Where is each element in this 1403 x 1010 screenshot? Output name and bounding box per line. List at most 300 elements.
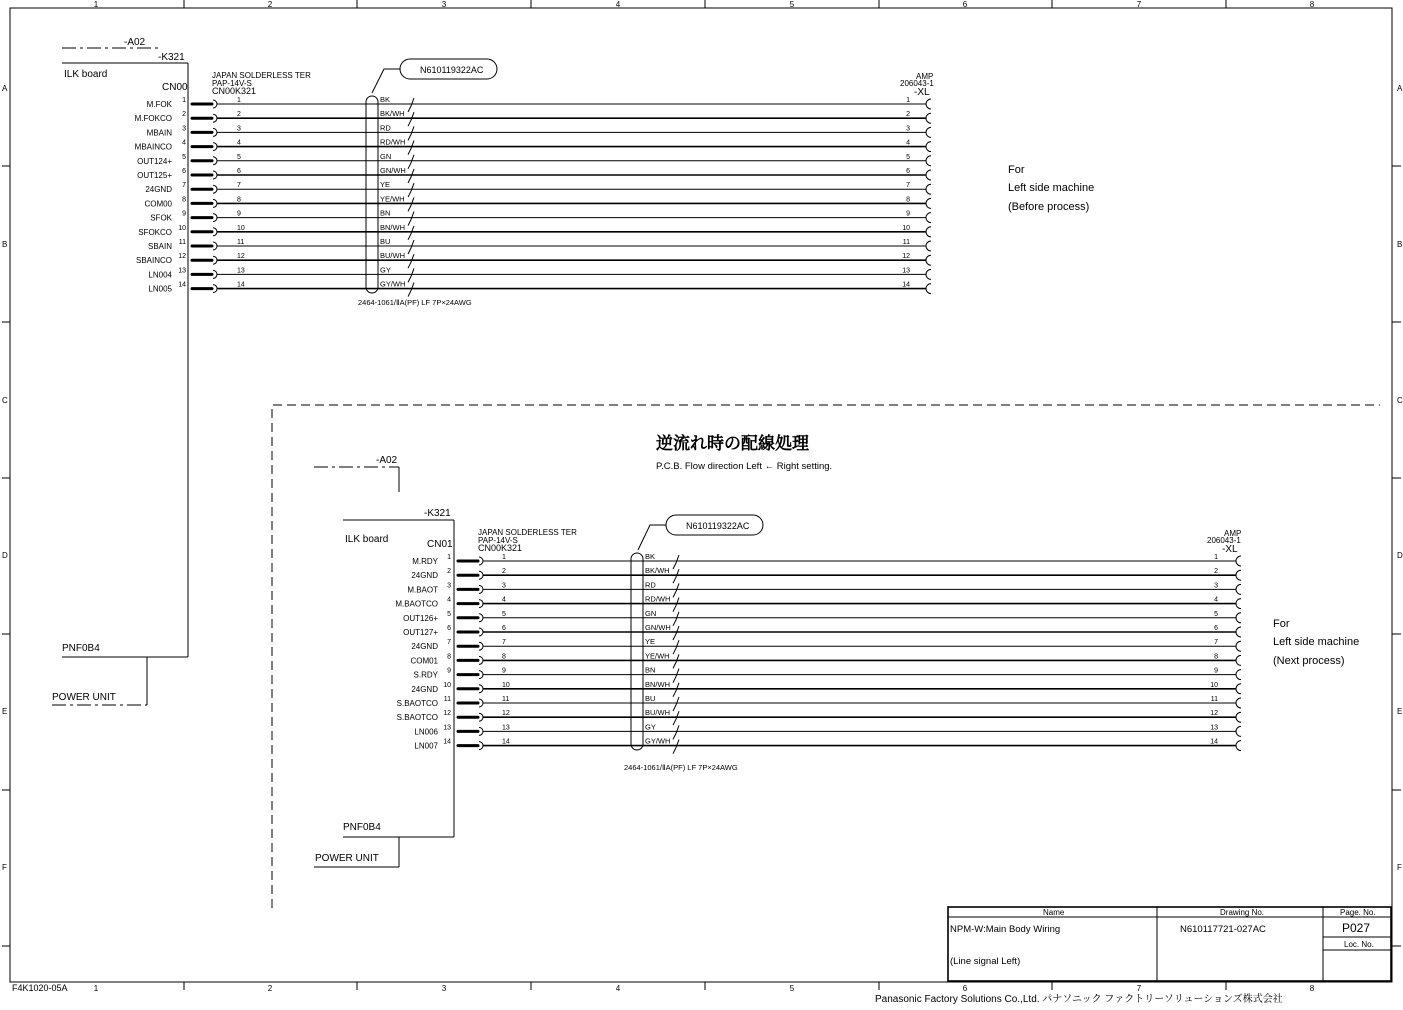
title-loc-header: Loc. No. <box>1344 940 1374 949</box>
top-wire-2 <box>135 109 931 126</box>
pin-number-amp: 11 <box>902 239 910 246</box>
bottom-cable-bundle <box>631 553 643 750</box>
top-note-line1: For <box>1008 164 1025 176</box>
top-a02-label: -A02 <box>124 37 146 48</box>
pin-number-conn: 13 <box>237 267 245 275</box>
pin-number-amp: 1 <box>1214 554 1218 561</box>
top-mfr-label: JAPAN SOLDERLESS TER <box>212 71 311 80</box>
top-cable-spec: 2464-1061/ⅡA(PF) LF 7P×24AWG <box>358 298 472 307</box>
socket-arc <box>213 199 217 207</box>
pin-number-conn: 3 <box>502 582 506 590</box>
wire-color-code: YE <box>380 180 391 190</box>
shield-tick <box>408 141 414 155</box>
bottom-note-line3: (Next process) <box>1273 655 1345 667</box>
title-name-line1: NPM-W:Main Body Wiring <box>950 924 1061 935</box>
socket-arc <box>213 157 217 165</box>
pin-label: SBAINCO <box>135 256 172 266</box>
pin-number-conn: 1 <box>502 554 506 561</box>
wire-color-code: BN <box>645 665 656 675</box>
pin-label: S.BAOTCO <box>396 713 438 723</box>
amp-socket <box>1236 712 1241 722</box>
pin-label: M.BAOTCO <box>395 599 438 609</box>
top-cable-bundle <box>366 96 378 293</box>
zone-row-left-C: C <box>2 396 8 405</box>
pin-number-conn: 9 <box>237 210 241 218</box>
pin-number-amp: 4 <box>906 139 910 147</box>
zone-col-top-6: 6 <box>962 0 968 9</box>
shield-tick <box>408 98 414 112</box>
wire-color-code: BU/WH <box>645 708 670 718</box>
zone-row-right-A: A <box>1397 84 1403 93</box>
pin-number-amp: 14 <box>902 281 910 289</box>
pin-number-amp: 8 <box>906 196 910 204</box>
amp-socket <box>926 241 931 251</box>
pin-number-board: 6 <box>447 625 451 632</box>
amp-socket <box>1236 570 1241 580</box>
pin-number-board: 3 <box>182 125 186 133</box>
zone-col-top-3: 3 <box>441 0 447 9</box>
zone-col-bottom-3: 3 <box>441 984 447 993</box>
pin-label: LN004 <box>148 270 172 280</box>
top-section <box>52 37 1094 705</box>
pin-label: LN006 <box>414 727 438 737</box>
wire-color-code: BN/WH <box>380 222 405 232</box>
pin-number-conn: 8 <box>237 196 241 204</box>
socket-arc <box>479 571 483 579</box>
pin-number-amp: 5 <box>1214 610 1218 618</box>
zone-col-bottom-1: 1 <box>93 984 99 993</box>
wire-color-code: GN/WH <box>380 166 406 175</box>
top-wire-3 <box>147 123 931 140</box>
pin-label: OUT126+ <box>403 613 438 623</box>
amp-socket <box>926 184 931 194</box>
zone-row-left-E: E <box>2 707 8 716</box>
bottom-wire-10 <box>411 680 1241 697</box>
pin-number-conn: 11 <box>502 696 510 703</box>
shield-tick <box>673 740 679 754</box>
wire-color-code: GN <box>380 151 392 161</box>
amp-socket <box>926 142 931 152</box>
amp-socket <box>1236 698 1241 708</box>
top-wire-8 <box>144 194 931 211</box>
wire-color-code: GY/WH <box>645 736 671 746</box>
shield-tick <box>408 268 414 282</box>
amp-socket <box>926 255 931 265</box>
pin-number-board: 2 <box>447 568 451 576</box>
top-board-label: ILK board <box>64 69 108 80</box>
socket-arc <box>479 642 483 650</box>
shield-tick <box>673 598 679 612</box>
wire-color-code: BN <box>380 208 391 218</box>
pin-number-amp: 6 <box>906 168 910 175</box>
socket-arc <box>213 100 217 108</box>
socket-arc <box>479 699 483 707</box>
amp-socket <box>926 198 931 208</box>
socket-arc <box>479 742 483 750</box>
socket-arc <box>479 628 483 636</box>
pin-number-amp: 10 <box>902 224 910 232</box>
bottom-wire-8 <box>410 651 1241 668</box>
top-cable-leader <box>372 69 400 93</box>
amp-socket <box>1236 613 1241 623</box>
bottom-wire-4 <box>395 595 1241 612</box>
title-block-border <box>948 907 1391 981</box>
top-wire-5 <box>137 152 931 169</box>
pin-number-conn: 12 <box>502 710 510 718</box>
bottom-a02-label: -A02 <box>376 455 398 466</box>
top-note-line2: Left side machine <box>1008 182 1095 194</box>
pin-number-board: 8 <box>447 653 451 661</box>
pin-number-board: 10 <box>178 224 186 232</box>
socket-arc <box>213 171 217 179</box>
pin-number-conn: 8 <box>502 653 506 661</box>
title-page-header: Page. No. <box>1340 908 1376 917</box>
shield-tick <box>408 183 414 197</box>
bottom-connector-label: CN01 <box>427 539 453 550</box>
pin-number-amp: 6 <box>1214 625 1218 632</box>
pin-label: SFOK <box>150 213 172 223</box>
top-wire-1 <box>147 95 931 112</box>
bottom-power-unit: POWER UNIT <box>315 853 379 864</box>
zone-row-right-C: C <box>1397 396 1403 405</box>
pin-number-amp: 3 <box>1214 582 1218 590</box>
socket-arc <box>479 585 483 593</box>
wire-color-code: RD/WH <box>380 137 406 147</box>
socket-arc <box>479 671 483 679</box>
bottom-amp-label: AMP <box>1224 529 1242 538</box>
bottom-amp-part: 206043-1 <box>1207 536 1241 545</box>
pin-number-conn: 12 <box>237 253 245 261</box>
pin-label: MBAIN <box>146 128 172 138</box>
pin-number-board: 5 <box>447 610 451 618</box>
zone-col-top-4: 4 <box>615 0 621 9</box>
bottom-wire-14 <box>414 737 1241 754</box>
pin-number-board: 13 <box>443 724 451 732</box>
wire-color-code: BK/WH <box>645 566 670 576</box>
top-wire-13 <box>148 265 931 282</box>
bottom-cable-leader <box>638 525 666 550</box>
pin-number-conn: 13 <box>502 724 510 732</box>
bottom-section <box>272 405 1380 908</box>
wire-color-code: BU/WH <box>380 251 405 261</box>
shield-tick <box>408 112 414 126</box>
company-footer: Panasonic Factory Solutions Co.,Ltd. パナソニック ファクトリーソリューションズ株式会社 <box>875 994 1283 1005</box>
pin-number-board: 4 <box>182 139 186 147</box>
bottom-cable-spec: 2464-1061/ⅡA(PF) LF 7P×24AWG <box>624 763 738 772</box>
shield-tick <box>408 283 414 297</box>
bottom-power-label: PNF0B4 <box>343 822 381 833</box>
pin-label: S.BAOTCO <box>396 699 438 708</box>
bottom-wire-13 <box>414 722 1241 739</box>
wire-color-code: GY <box>645 722 656 732</box>
pin-label: M.FOKCO <box>134 114 172 124</box>
pin-label: MBAINCO <box>134 142 172 152</box>
bottom-wire-11 <box>397 694 1241 711</box>
pin-number-conn: 3 <box>237 125 241 133</box>
amp-socket <box>926 284 931 294</box>
top-wire-harness <box>135 95 931 297</box>
top-power-label: PNF0B4 <box>62 643 100 654</box>
zone-row-left-A: A <box>2 84 8 93</box>
wire-color-code: BN/WH <box>645 679 670 689</box>
bottom-part-label: PAP-14V-S <box>478 536 518 545</box>
amp-socket <box>1236 584 1241 594</box>
amp-socket <box>1236 655 1241 665</box>
socket-arc <box>479 713 483 721</box>
pin-number-conn: 1 <box>237 97 241 104</box>
pin-number-conn: 4 <box>502 596 506 604</box>
socket-arc <box>213 270 217 278</box>
zone-col-top-2: 2 <box>267 0 273 9</box>
pin-number-board: 5 <box>182 153 186 161</box>
pin-number-board: 10 <box>443 681 451 689</box>
pin-number-amp: 13 <box>902 267 910 275</box>
zone-col-bottom-8: 8 <box>1309 984 1315 993</box>
frame-form-code: F4K1020-05A <box>12 983 68 993</box>
shield-tick <box>408 126 414 140</box>
socket-arc <box>213 256 217 264</box>
bottom-wire-5 <box>403 609 1241 626</box>
shield-tick <box>673 711 679 725</box>
shield-tick <box>673 612 679 626</box>
amp-socket <box>1236 556 1241 566</box>
top-wire-10 <box>138 223 931 240</box>
pin-number-conn: 7 <box>502 639 506 647</box>
wire-color-code: BK <box>645 552 656 561</box>
pin-label: M.BAOT <box>407 585 438 595</box>
top-wire-4 <box>135 138 931 155</box>
shield-tick <box>673 654 679 668</box>
zone-row-right-D: D <box>1397 551 1403 560</box>
top-wire-7 <box>145 180 931 197</box>
amp-socket <box>926 213 931 223</box>
wire-color-code: BK/WH <box>380 109 405 119</box>
zone-col-bottom-6: 6 <box>962 984 968 993</box>
shield-tick <box>673 669 679 683</box>
pin-label: S.RDY <box>413 670 438 680</box>
wire-color-code: RD/WH <box>645 594 671 604</box>
zone-row-right-F: F <box>1397 863 1402 872</box>
pin-number-board: 2 <box>182 111 186 119</box>
bottom-xl-label: -XL <box>1222 544 1238 555</box>
wire-color-code: GY/WH <box>380 279 406 289</box>
title-drawing-header: Drawing No. <box>1220 908 1265 917</box>
shield-tick <box>673 626 679 640</box>
socket-arc <box>479 557 483 565</box>
pin-number-board: 14 <box>178 281 186 289</box>
pin-number-conn: 7 <box>237 182 241 190</box>
pin-number-amp: 2 <box>1214 568 1218 576</box>
pin-number-amp: 9 <box>906 210 910 218</box>
shield-tick <box>408 212 414 226</box>
zone-row-right-B: B <box>1397 240 1403 249</box>
title-name-line2: (Line signal Left) <box>950 956 1021 967</box>
socket-arc <box>213 242 217 250</box>
zone-col-top-5: 5 <box>789 0 795 9</box>
pin-label: 24GND <box>145 185 172 195</box>
wire-color-code: BU <box>380 237 391 246</box>
pin-number-conn: 14 <box>502 738 510 746</box>
zone-col-bottom-5: 5 <box>789 984 795 993</box>
pin-label: COM01 <box>410 656 438 666</box>
top-amp-label: AMP <box>916 72 934 81</box>
socket-arc <box>213 128 217 136</box>
wire-color-code: YE <box>645 637 656 647</box>
pin-number-amp: 2 <box>906 111 910 119</box>
zone-row-left-B: B <box>2 240 8 249</box>
top-power-unit: POWER UNIT <box>52 692 116 703</box>
pin-label: OUT127+ <box>403 628 438 637</box>
top-wire-11 <box>148 237 931 254</box>
pin-number-board: 9 <box>182 210 186 218</box>
bottom-wire-harness <box>395 552 1241 754</box>
pin-label: OUT124+ <box>137 156 172 166</box>
bottom-wire-3 <box>407 580 1241 597</box>
wire-color-code: GY <box>380 265 391 275</box>
title-block <box>948 907 1391 981</box>
amp-socket <box>1236 670 1241 680</box>
wire-color-code: YE/WH <box>380 194 405 204</box>
top-wire-12 <box>136 251 931 268</box>
pin-number-conn: 4 <box>237 139 241 147</box>
pin-label: SFOKCO <box>138 227 172 237</box>
top-wire-6 <box>137 166 931 183</box>
socket-arc <box>479 600 483 608</box>
pin-number-amp: 11 <box>1210 696 1218 703</box>
pin-number-amp: 9 <box>1214 667 1218 675</box>
pin-label: M.FOK <box>146 100 172 109</box>
socket-arc <box>213 185 217 193</box>
drawing-frame <box>2 0 1403 993</box>
socket-arc <box>479 656 483 664</box>
pin-number-amp: 5 <box>906 153 910 161</box>
zone-row-right-E: E <box>1397 707 1403 716</box>
bottom-k321-label: -K321 <box>424 508 451 519</box>
wire-color-code: GN/WH <box>645 623 671 632</box>
bottom-wire-2 <box>411 566 1241 583</box>
bottom-cable-id: N610119322AC <box>686 521 750 531</box>
top-wire-9 <box>150 209 931 226</box>
pin-number-board: 4 <box>447 596 451 604</box>
wire-color-code: RD <box>380 123 391 133</box>
shield-tick <box>673 569 679 583</box>
socket-arc <box>479 614 483 622</box>
shield-tick <box>408 226 414 240</box>
pin-number-board: 12 <box>178 253 186 261</box>
pin-number-board: 6 <box>182 168 186 175</box>
amp-socket <box>926 113 931 123</box>
pin-number-board: 13 <box>178 267 186 275</box>
pin-number-conn: 2 <box>237 111 241 119</box>
amp-socket <box>926 170 931 180</box>
pin-number-amp: 8 <box>1214 653 1218 661</box>
pin-number-amp: 3 <box>906 125 910 133</box>
pin-number-conn: 11 <box>237 239 245 246</box>
socket-arc <box>479 727 483 735</box>
pin-number-board: 9 <box>447 667 451 675</box>
socket-arc <box>213 285 217 293</box>
socket-arc <box>213 214 217 222</box>
bottom-wire-6 <box>403 623 1241 640</box>
bottom-wire-7 <box>411 637 1241 654</box>
title-drawing-no: N610117721-027AC <box>1180 924 1266 935</box>
amp-socket <box>1236 641 1241 651</box>
pin-label: LN007 <box>414 741 438 751</box>
amp-socket <box>926 156 931 166</box>
socket-arc <box>479 685 483 693</box>
pin-number-conn: 6 <box>237 168 241 175</box>
shield-tick <box>673 683 679 697</box>
pin-number-board: 12 <box>443 710 451 718</box>
top-k321-label: -K321 <box>158 52 185 63</box>
pin-number-conn: 2 <box>502 568 506 576</box>
top-note-line3: (Before process) <box>1008 201 1090 213</box>
pin-number-amp: 1 <box>906 97 910 104</box>
amp-socket <box>926 227 931 237</box>
pin-number-amp: 7 <box>906 182 910 190</box>
top-xl-label: -XL <box>914 87 930 98</box>
top-conn-id: CN00K321 <box>212 86 257 96</box>
pin-number-amp: 7 <box>1214 639 1218 647</box>
pin-number-amp: 10 <box>1210 681 1218 689</box>
top-connector-label: CN00 <box>162 82 188 93</box>
zone-col-top-8: 8 <box>1309 0 1315 9</box>
pin-number-conn: 14 <box>237 281 245 289</box>
pin-label: OUT125+ <box>137 171 172 180</box>
pin-number-board: 7 <box>182 182 186 190</box>
bottom-note-line1: For <box>1273 618 1290 630</box>
frame-border <box>10 8 1392 982</box>
bottom-wire-12 <box>397 708 1241 725</box>
top-wire-14 <box>148 280 931 297</box>
zone-col-top-1: 1 <box>93 0 99 9</box>
wire-color-code: GN <box>645 608 657 618</box>
shield-tick <box>673 725 679 739</box>
shield-tick <box>408 240 414 254</box>
zone-row-left-D: D <box>2 551 8 560</box>
zone-col-top-7: 7 <box>1136 0 1142 9</box>
wire-color-code: BU <box>645 694 656 703</box>
shield-tick <box>673 697 679 711</box>
pin-number-conn: 6 <box>502 625 506 632</box>
wire-color-code: RD <box>645 580 656 590</box>
pin-number-board: 1 <box>182 97 186 104</box>
shield-tick <box>408 197 414 211</box>
pin-number-amp: 13 <box>1210 724 1218 732</box>
zone-col-bottom-7: 7 <box>1136 984 1142 993</box>
shield-tick <box>673 583 679 597</box>
pin-number-board: 11 <box>443 696 451 703</box>
pin-label: COM00 <box>144 199 172 209</box>
wire-color-code: BK <box>380 95 391 104</box>
amp-socket <box>1236 726 1241 736</box>
zone-marks <box>2 0 1403 993</box>
pin-number-board: 11 <box>178 239 186 246</box>
pin-number-conn: 5 <box>502 610 506 618</box>
pin-label: SBAIN <box>147 242 172 251</box>
shield-tick <box>408 254 414 268</box>
amp-socket <box>1236 684 1241 694</box>
shield-tick <box>673 640 679 654</box>
shield-tick <box>408 155 414 169</box>
pin-number-conn: 10 <box>237 224 245 232</box>
bottom-wire-9 <box>414 666 1241 683</box>
amp-socket <box>926 269 931 279</box>
pin-number-board: 7 <box>447 639 451 647</box>
top-amp-part: 206043-1 <box>900 79 934 88</box>
zone-col-bottom-4: 4 <box>615 984 621 993</box>
wire-color-code: YE/WH <box>645 651 670 661</box>
